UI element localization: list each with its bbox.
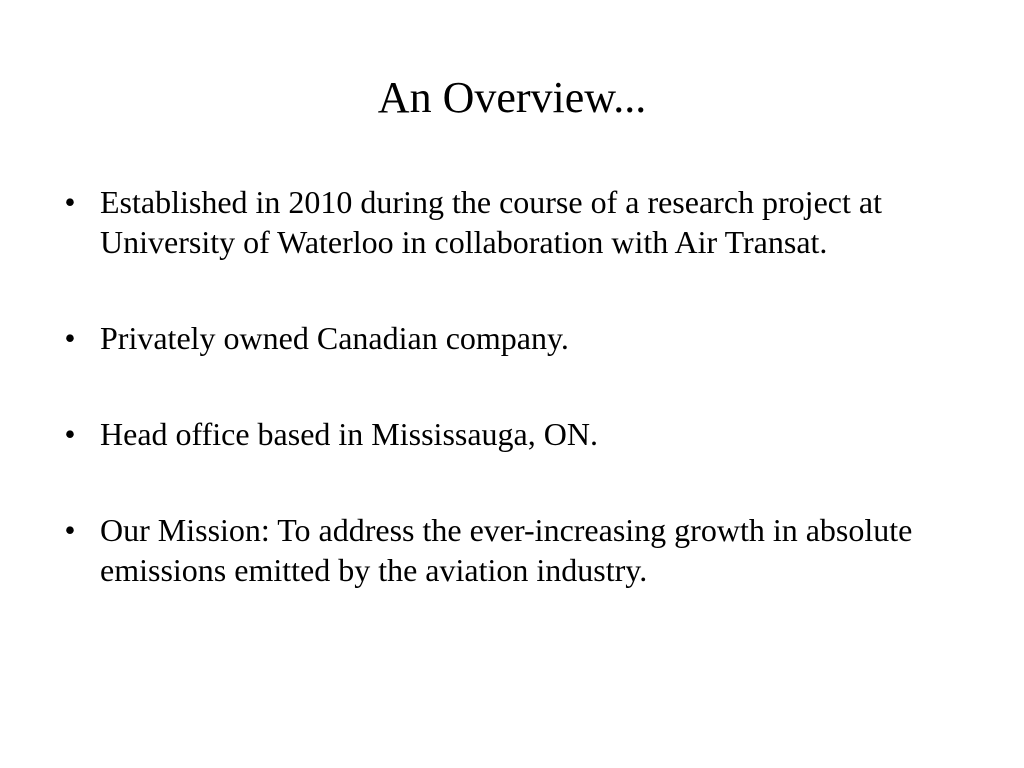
bullet-icon: • — [64, 416, 76, 452]
bullet-icon: • — [64, 512, 76, 548]
bullet-icon: • — [64, 320, 76, 356]
bullet-text: Head office based in Mississauga, ON. — [100, 416, 598, 452]
bullet-icon: • — [64, 184, 76, 220]
bullet-text: Privately owned Canadian company. — [100, 320, 569, 356]
bullet-item — [60, 318, 980, 358]
bullet-text: Established in 2010 during the course of a research project at University of Waterloo in collaboration with Air Transat. — [100, 184, 882, 260]
bullet-item — [60, 510, 980, 590]
slide-title: An Overview... — [377, 73, 647, 122]
bullet-item — [60, 414, 980, 454]
bullet-text: Our Mission: To address the ever-increasing growth in absolute emissions emitted by the aviation industry. — [100, 512, 913, 588]
bullet-item — [60, 182, 980, 262]
bullet-list — [60, 182, 980, 646]
